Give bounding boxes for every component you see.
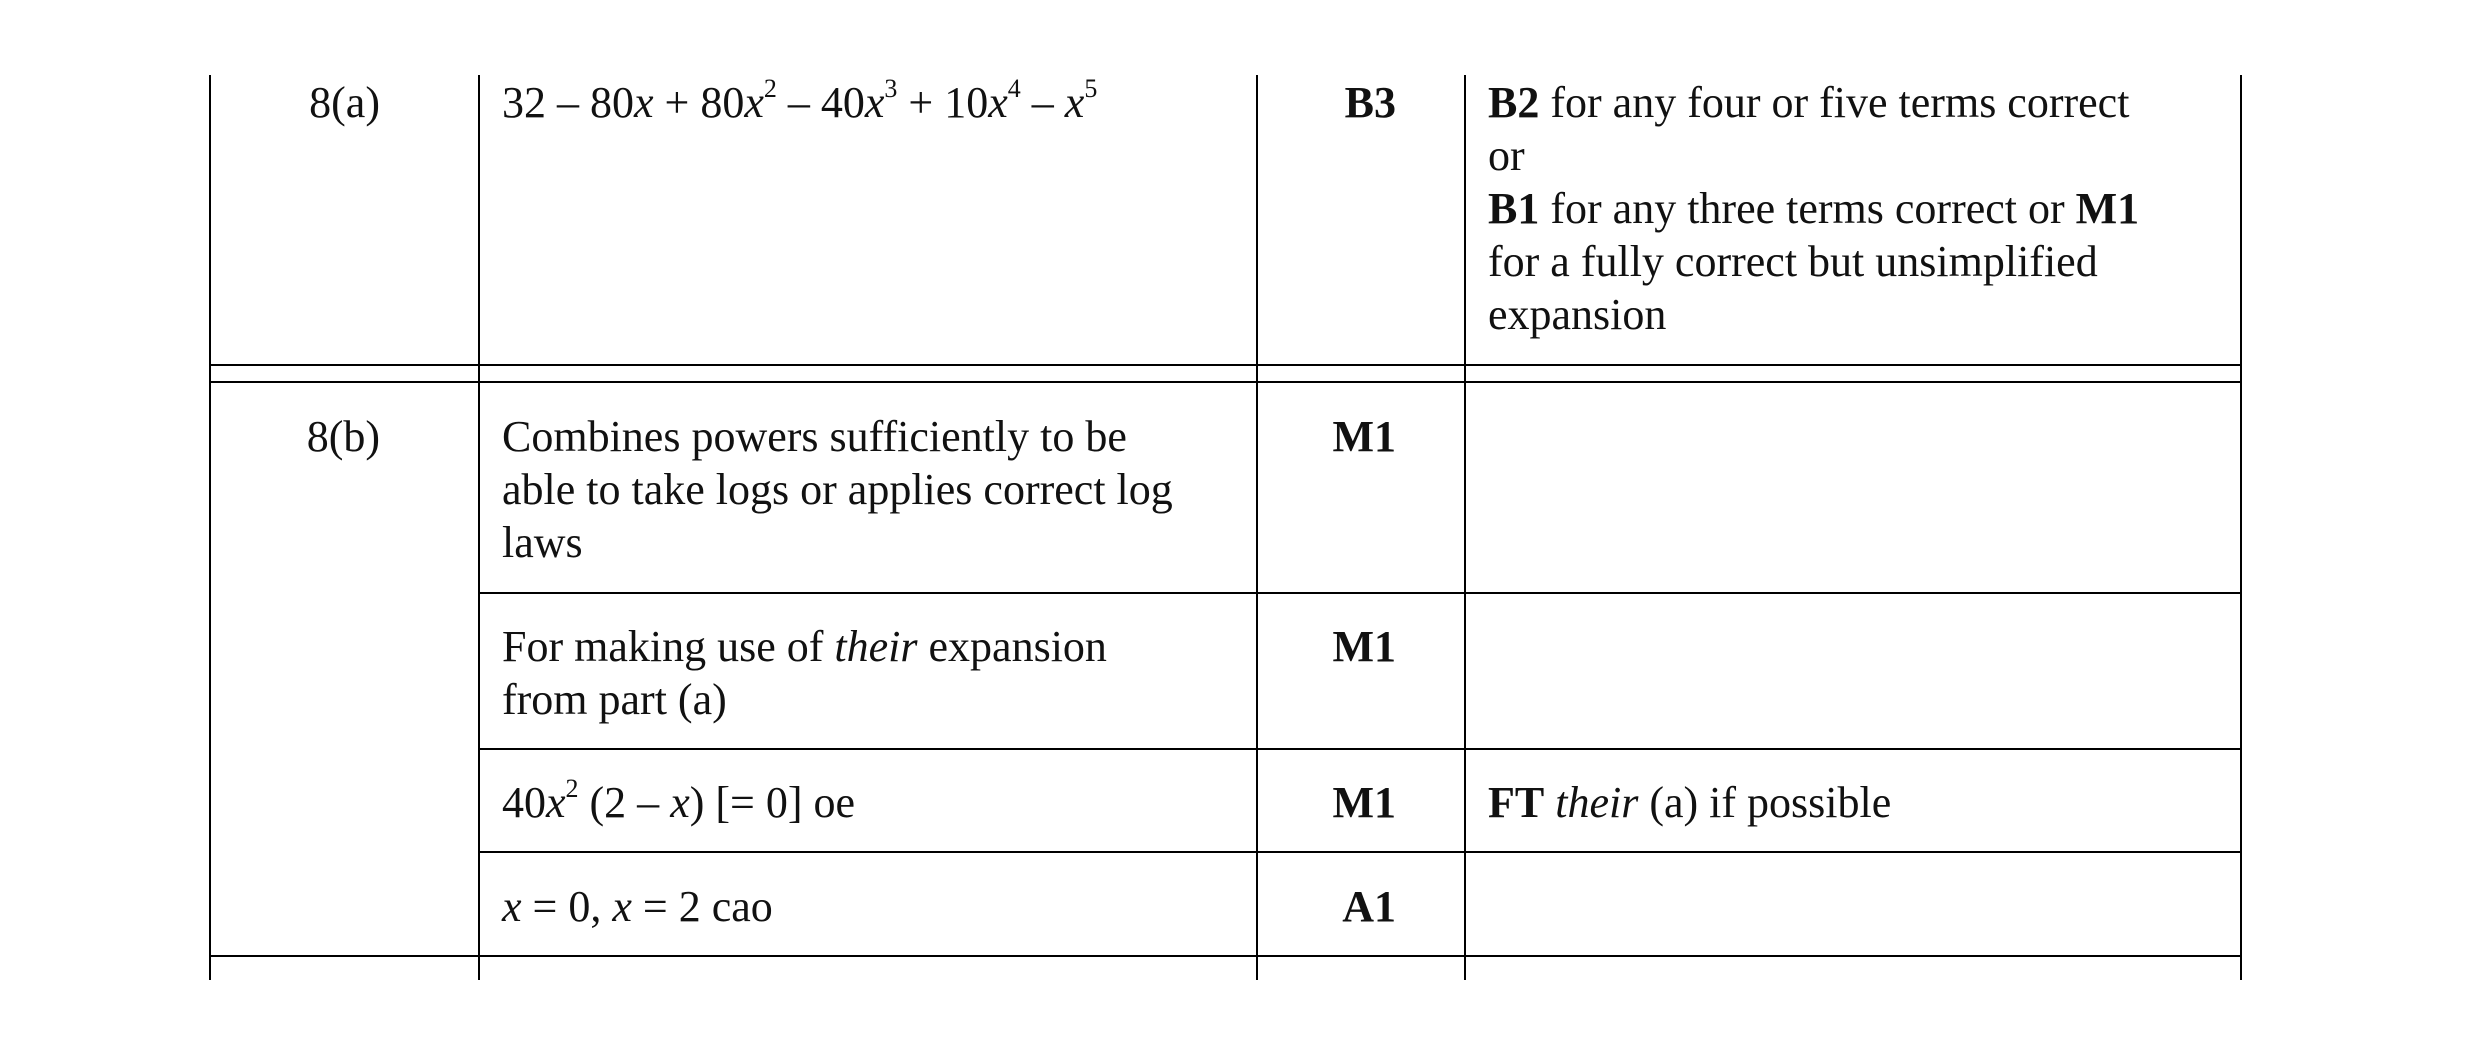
row-divider xyxy=(478,851,2242,853)
answer-step-combine-powers: Combines powers sufficiently to be able to take logs or applies correct log laws xyxy=(502,412,1173,567)
row-divider xyxy=(478,592,2242,594)
mark-m1: M1 xyxy=(1332,412,1396,461)
table-bottom-border xyxy=(209,955,2242,957)
row-separator-double-bottom xyxy=(209,381,2242,383)
guidance-line: B1 for any three terms correct or M1 xyxy=(1488,184,2140,233)
mark-a1: A1 xyxy=(1342,882,1396,931)
mark-b3: B3 xyxy=(1344,78,1396,127)
guidance-8a xyxy=(1488,76,2139,341)
guidance-line: for a fully correct but unsimplified xyxy=(1488,237,2098,286)
table-border-left xyxy=(209,75,211,980)
column-divider-marks xyxy=(1256,75,1258,980)
guidance-line: B2 for any four or five terms correct xyxy=(1488,78,2130,127)
answer-expansion: $32 - 80x + 80x^2 - 40x^3 + 10x^4 - x^5$ xyxy=(502,74,1098,127)
table-border-right xyxy=(2240,75,2242,980)
answer-step-solutions: x = 0, x = 2 cao xyxy=(502,882,773,931)
mark-m1: M1 xyxy=(1332,622,1396,671)
column-divider-answer xyxy=(478,75,480,980)
row-divider xyxy=(478,748,2242,750)
answer-step-factorise: $40x^2$ (2 – x) [= 0] oe xyxy=(502,774,856,827)
row-separator-double-top xyxy=(209,364,2242,366)
guidance-line: or xyxy=(1488,131,1525,180)
question-number-8b: 8(b) xyxy=(306,412,380,461)
mark-m1: M1 xyxy=(1332,778,1396,827)
guidance-follow-through: FT their (a) if possible xyxy=(1488,778,1892,827)
guidance-line: expansion xyxy=(1488,290,1667,339)
column-divider-guidance xyxy=(1464,75,1466,980)
answer-step-use-expansion: For making use of their expansion from part (a) xyxy=(502,622,1107,724)
question-number-8a: 8(a) xyxy=(309,78,380,127)
